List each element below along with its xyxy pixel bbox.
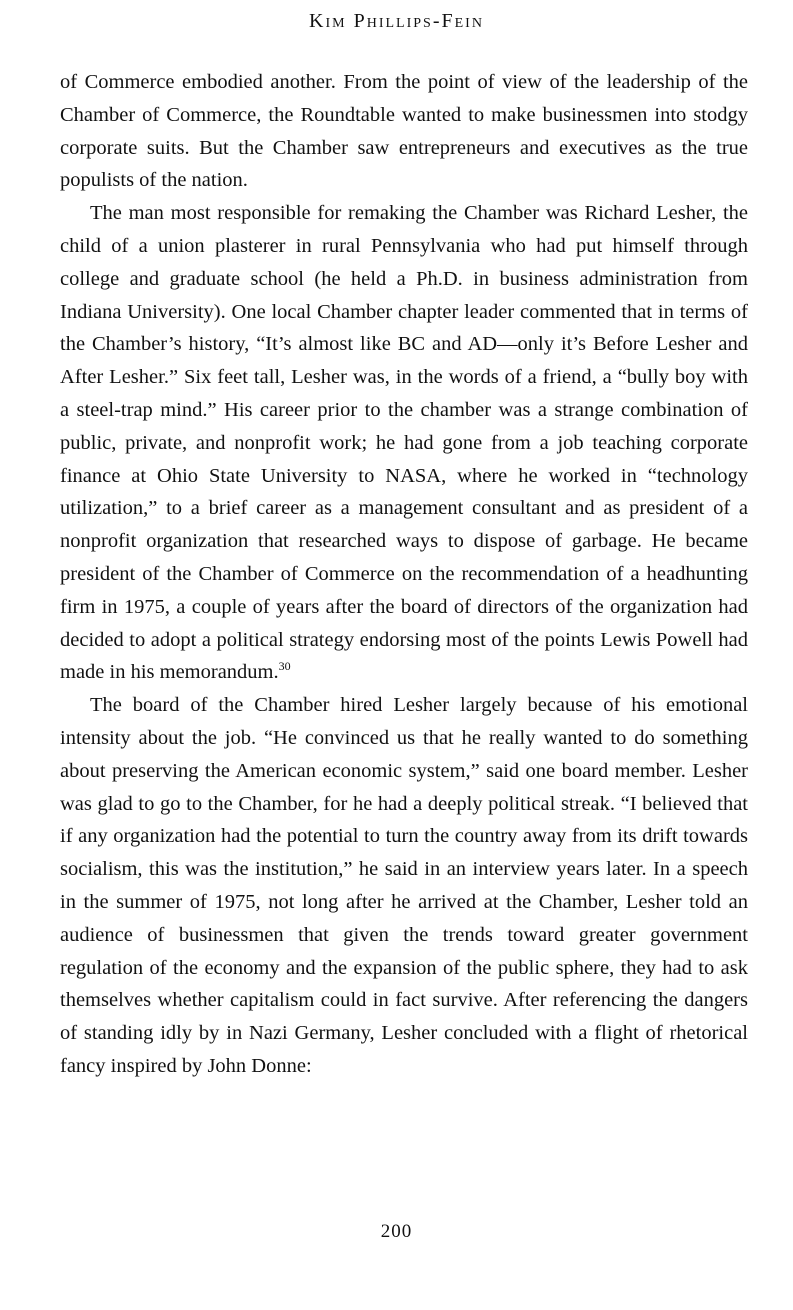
paragraph-3 — [60, 689, 748, 1083]
paragraph-2 — [60, 197, 748, 689]
page-number: 200 — [380, 1221, 413, 1242]
paragraph-1-text: of Commerce embodied another. From the point of view of the leadership of the Chamber of Commerce, the Roundtable wanted to make businessmen into stodgy corporate suits. But the Chamber saw entrepreneurs and executives as the true populists of the nation. — [60, 71, 748, 192]
paragraph-2-text: The man most responsible for remaking the Chamber was Richard Lesher, the child of a union plasterer in rural Pennsylvania who had put himself through college and graduate school (he held a Ph.D. in business administration from Indiana University). One local Chamber chapter leader commented that in terms of the Chamber’s history, “It’s almost like BC and AD—only it’s Before Lesher and After Lesher.” Six feet tall, Lesher was, in the words of a friend, a “bully boy with a steel-trap mind.” His career prior to the chamber was a strange combination of public, private, and nonprofit work; he had gone from a job teaching corporate finance at Ohio State University to NASA, where he worked in “technology utilization,” to a brief career as a management consultant and as president of a nonprofit organization that researched ways to dispose of garbage. He became president of the Chamber of Commerce on the recommendation of a headhunting firm in 1975, a couple of years after the board of directors of the organization had decided to adopt a political strategy endorsing most of the points Lewis Powell had made in his memorandum. — [60, 202, 748, 684]
body-text — [60, 66, 748, 1083]
endnote-reference: 30 — [278, 659, 291, 674]
paragraph-3-text: The board of the Chamber hired Lesher largely because of his emotional intensity about the job. “He convinced us that he really wanted to do something about preserving the American economic system,” said one board member. Lesher was glad to go to the Chamber, for he had a deeply political streak. “I believed that if any organization had the potential to turn the country away from its drift towards socialism, this was the institution,” he said in an interview years later. In a speech in the summer of 1975, not long after he arrived at the Chamber, Lesher told an audience of businessmen that given the trends toward greater government regulation of the economy and the expansion of the public sphere, they had to ask themselves whether capitalism could in fact survive. After referencing the dangers of standing idly by in Nazi Germany, Lesher concluded with a flight of rhetorical fancy inspired by John Donne: — [60, 694, 748, 1077]
running-head: Kim Phillips-Fein — [309, 10, 484, 32]
paragraph-1 — [60, 66, 748, 197]
